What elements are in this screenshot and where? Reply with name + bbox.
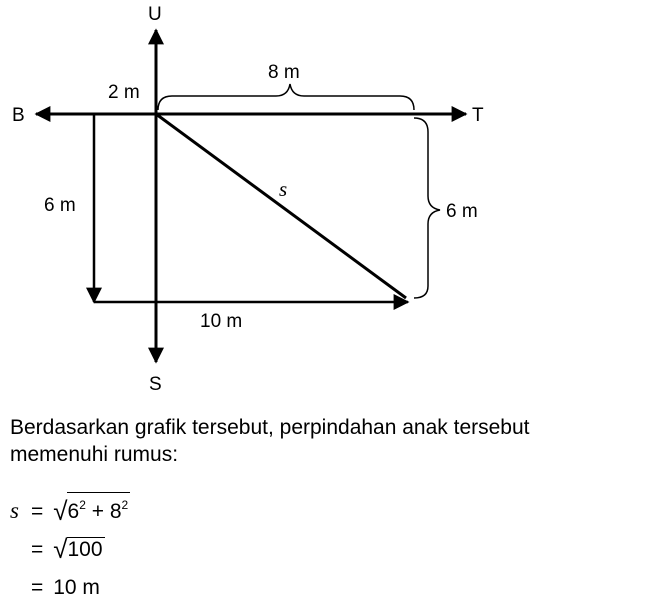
brace-top (158, 84, 414, 110)
down-left-label: 6 m (44, 195, 76, 216)
term-b: 8 (109, 500, 122, 523)
equation-line-2 (10, 534, 105, 568)
west-label: B (12, 105, 25, 126)
down-right-label: 6 m (446, 201, 478, 222)
exp-b: 2 (121, 498, 129, 512)
bottom-distance-label: 10 m (200, 311, 243, 332)
plus-sign: + (91, 500, 104, 523)
exp-a: 2 (79, 498, 86, 512)
east-label: T (472, 105, 484, 126)
east-distance-label: 8 m (268, 62, 300, 83)
equals-sign-2: = (30, 538, 44, 561)
sqrt-expression-2: √100 (53, 534, 103, 564)
equation-line-1 (10, 492, 130, 526)
equation-variable: s (10, 498, 19, 523)
explanation-line-1: Berdasarkan grafik tersebut, perpindahan anak tersebut (10, 416, 530, 439)
explanation-line-2: memenuhi rumus: (10, 443, 179, 466)
explanation-text (10, 414, 646, 468)
south-label: S (149, 374, 162, 395)
term-a: 6 (67, 500, 80, 523)
sqrt-expression-1: $√6^2 + 8^2$ (53, 492, 130, 527)
displacement-line (156, 114, 406, 298)
result-value: 10 m (53, 576, 100, 599)
brace-right (414, 118, 440, 298)
north-label: U (148, 4, 162, 25)
radicand-100: 100 (67, 538, 103, 561)
equals-sign: = (30, 500, 44, 523)
equals-sign-3: = (30, 576, 44, 599)
hypotenuse-label: s (279, 177, 288, 201)
west-distance-label: 2 m (108, 82, 140, 103)
equation-line-3 (10, 574, 100, 608)
